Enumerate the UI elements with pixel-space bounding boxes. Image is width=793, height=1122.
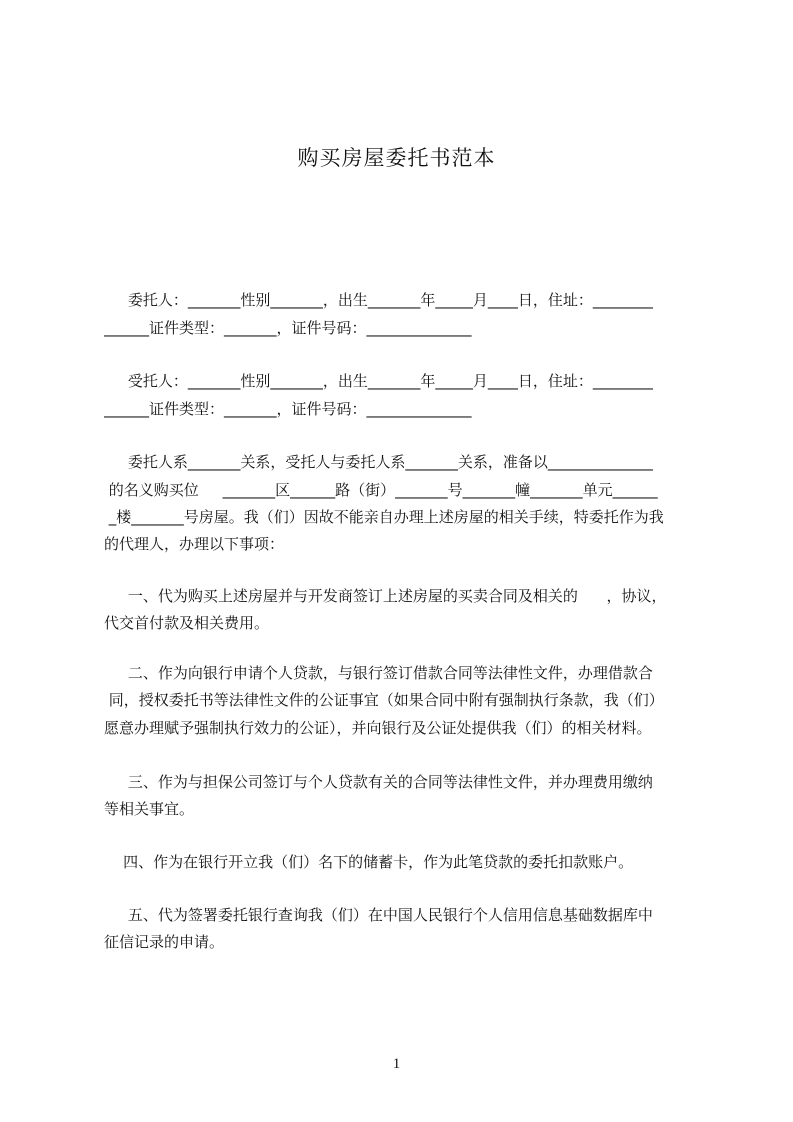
item-two-line-2: 同，授权委托书等法律性文件的公证事宜（如果合同中附有强制执行条款，我（们）: [104, 691, 664, 709]
principal-info-line-2: ______证件类型：_______，证件号码：______________: [104, 319, 472, 337]
relationship-paragraph-line-4: 的代理人，办理以下事项：: [104, 535, 285, 553]
relationship-paragraph-line-2: 的名义购买位 _______区______路（街）_______号_______幢_______单元______: [104, 481, 658, 499]
agent-info-line-1: 受托人：_______性别_______，出生_______年_____月____日，住址：________: [104, 372, 653, 390]
item-one-line-1: 一、代为购买上述房屋并与开发商签订上述房屋的买卖合同及相关的 ，协议，: [104, 587, 667, 605]
item-five-line-1: 五、代为签署委托银行查询我（们）在中国人民银行个人信用信息基础数据库中: [104, 906, 653, 924]
item-two-line-3: 愿意办理赋予强制执行效力的公证），并向银行及公证处提供我（们）的相关材料。: [104, 719, 652, 737]
item-three-line-1: 三、作为与担保公司签订与个人贷款有关的合同等法律性文件，并办理费用缴纳: [104, 773, 653, 791]
relationship-paragraph-line-3: _楼_______号房屋。我（们）因故不能亲自办理上述房屋的相关手续，特委托作为我: [104, 508, 664, 526]
item-five-line-2: 征信记录的申请。: [104, 933, 225, 951]
item-two-line-1: 二、作为向银行申请个人贷款，与银行签订借款合同等法律性文件，办理借款合: [104, 664, 653, 682]
page-number: 1: [392, 1056, 401, 1072]
relationship-paragraph-line-1: 委托人系_______关系，受托人与委托人系_______关系，准备以______________: [104, 453, 653, 471]
principal-info-line-1: 委托人：_______性别_______，出生_______年_____月____日，住址：________: [104, 291, 653, 309]
item-one-line-2: 代交首付款及相关费用。: [104, 614, 270, 632]
agent-info-line-2: ______证件类型：_______，证件号码：______________: [104, 400, 472, 418]
item-four-line: 四、作为在银行开立我（们）名下的储蓄卡，作为此笔贷款的委托扣款账户。: [104, 853, 634, 871]
document-title: 购买房屋委托书范本: [297, 146, 496, 170]
item-three-line-2: 等相关事宜。: [104, 800, 195, 818]
